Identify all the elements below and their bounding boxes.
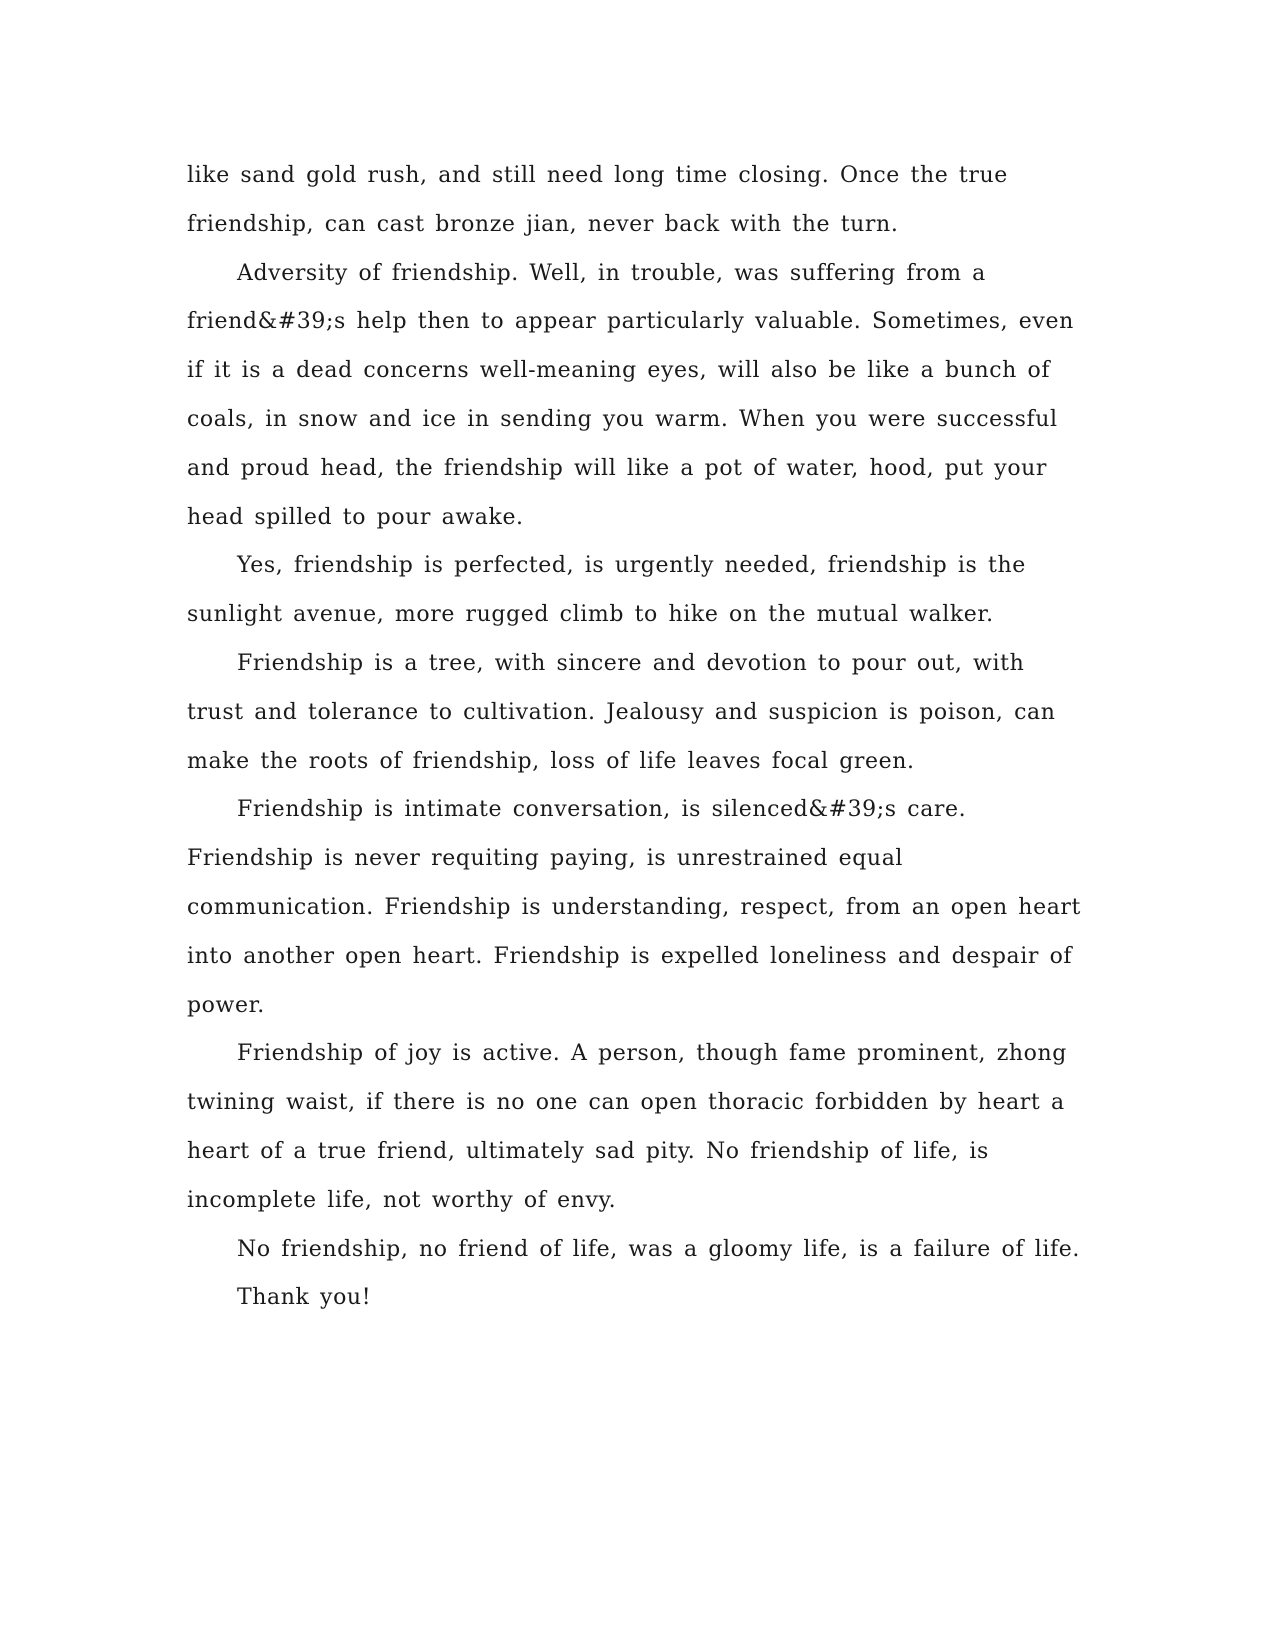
paragraph: Yes, friendship is perfected, is urgently needed, friendship is the sunlight avenue, more rugged climb to hike on the mutual walker. — [187, 553, 1026, 628]
paragraph: Friendship is intimate conversation, is silenced&#39;s care. Friendship is never requiting paying, is unrestrained equal communication. Friendship is understanding, respect, from an open heart into another open heart. Friendship is expelled loneliness and despair of power. — [187, 797, 1081, 1018]
paragraph: No friendship, no friend of life, was a gloomy life, is a failure of life. — [237, 1236, 1080, 1262]
document-body — [187, 152, 1087, 1323]
paragraph: Friendship is a tree, with sincere and devotion to pour out, with trust and tolerance to cultivation. Jealousy and suspicion is poison, can make the roots of friendship, loss of life leaves focal green. — [187, 650, 1056, 774]
paragraph: Adversity of friendship. Well, in trouble, was suffering from a friend&#39;s help then to appear particularly valuable. Sometimes, even if it is a dead concerns well-meaning eyes, will also be like a bunch of coals, in snow and ice in sending you warm. When you were successful and proud head, the friendship will like a pot of water, hood, put your head spilled to pour awake. — [187, 260, 1074, 530]
paragraph: like sand gold rush, and still need long time closing. Once the true friendship, can cast bronze jian, never back with the turn. — [187, 163, 1008, 237]
paragraph: Friendship of joy is active. A person, though fame prominent, zhong twining waist, if there is no one can open thoracic forbidden by heart a heart of a true friend, ultimately sad pity. No friendship of life, is incomplete life, not worthy of envy. — [187, 1041, 1067, 1213]
paragraph: Thank you! — [237, 1285, 372, 1311]
